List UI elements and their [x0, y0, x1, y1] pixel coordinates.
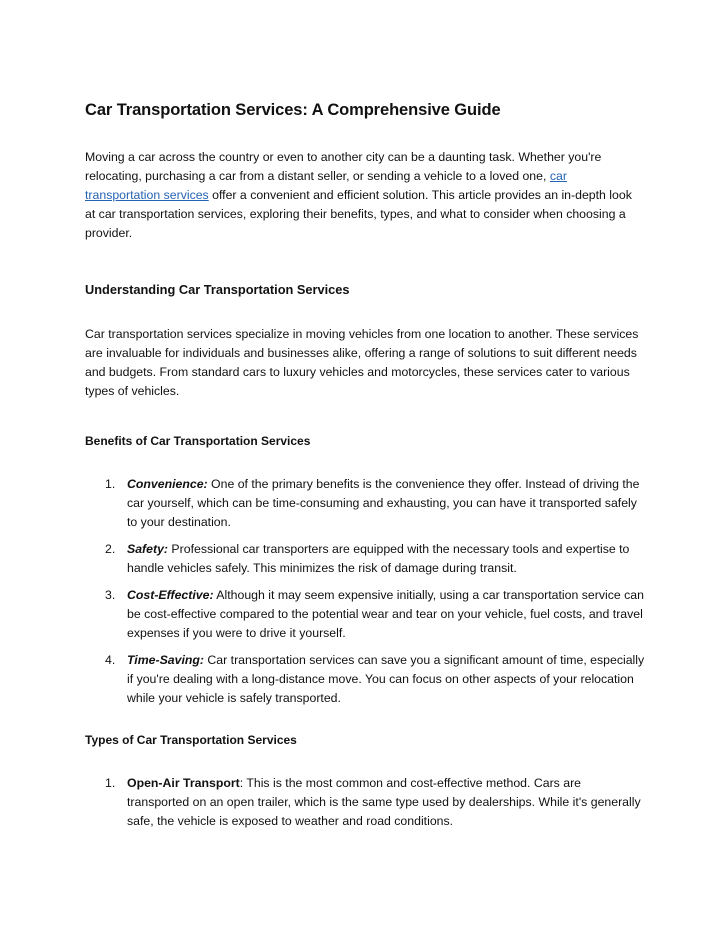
list-text: One of the primary benefits is the convenience they offer. Instead of driving the car yourself, which can be time-consuming and exhausting, you can have it transported safely to your destination.	[127, 477, 640, 529]
list-item	[85, 774, 645, 831]
intro-text-start: Moving a car across the country or even to another city can be a daunting task. Whether you're relocating, purchasing a car from a distant seller, or sending a vehicle to a loved one,	[85, 150, 602, 183]
intro-paragraph	[85, 148, 645, 243]
list-text: Car transportation services can save you a significant amount of time, especially if you're dealing with a long-distance move. You can focus on other aspects of your relocation while your vehicle is safely transported.	[127, 653, 645, 705]
list-item	[85, 586, 645, 643]
understanding-paragraph: Car transportation services specialize in moving vehicles from one location to another. These services are invaluable for individuals and businesses alike, offering a range of solutions to suit different needs and budgets. From standard cars to luxury vehicles and motorcycles, these services cater to various types of vehicles.	[85, 327, 639, 398]
list-text: Professional car transporters are equipped with the necessary tools and expertise to handle vehicles safely. This minimizes the risk of damage during transit.	[127, 542, 630, 575]
list-text: Although it may seem expensive initially, using a car transportation service can be cost-effective compared to the potential wear and tear on your vehicle, fuel costs, and travel expenses if you were to drive it yourself.	[127, 588, 644, 640]
list-term: Safety:	[127, 542, 169, 556]
heading-benefits: Benefits of Car Transportation Services	[85, 434, 311, 448]
list-text: : This is the most common and cost-effective method. Cars are transported on an open trailer, which is the same type used by dealerships. While it's generally safe, the vehicle is exposed to weather and road conditions.	[127, 776, 641, 828]
heading-types: Types of Car Transportation Services	[85, 733, 297, 747]
list-number: 1.	[105, 776, 116, 790]
list-item	[85, 651, 645, 708]
list-term: Open-Air Transport	[127, 776, 240, 790]
document-content	[85, 98, 645, 839]
benefits-list	[85, 475, 645, 708]
intro-text-end: offer a convenient and efficient solution. This article provides an in-depth look at car transportation services, exploring their benefits, types, and what to consider when choosing a provider.	[85, 188, 632, 240]
list-number: 4.	[105, 653, 116, 667]
list-item	[85, 475, 645, 532]
list-item	[85, 540, 645, 578]
list-term: Convenience:	[127, 477, 208, 491]
list-number: 1.	[105, 477, 116, 491]
list-number: 3.	[105, 588, 116, 602]
document-title: Car Transportation Services: A Comprehensive Guide	[85, 101, 501, 119]
list-term: Cost-Effective:	[127, 588, 214, 602]
list-term: Time-Saving:	[127, 653, 204, 667]
heading-understanding: Understanding Car Transportation Services	[85, 282, 350, 297]
list-number: 2.	[105, 542, 116, 556]
car-transportation-services-link[interactable]: car transportation services	[85, 169, 567, 202]
types-list	[85, 774, 645, 831]
